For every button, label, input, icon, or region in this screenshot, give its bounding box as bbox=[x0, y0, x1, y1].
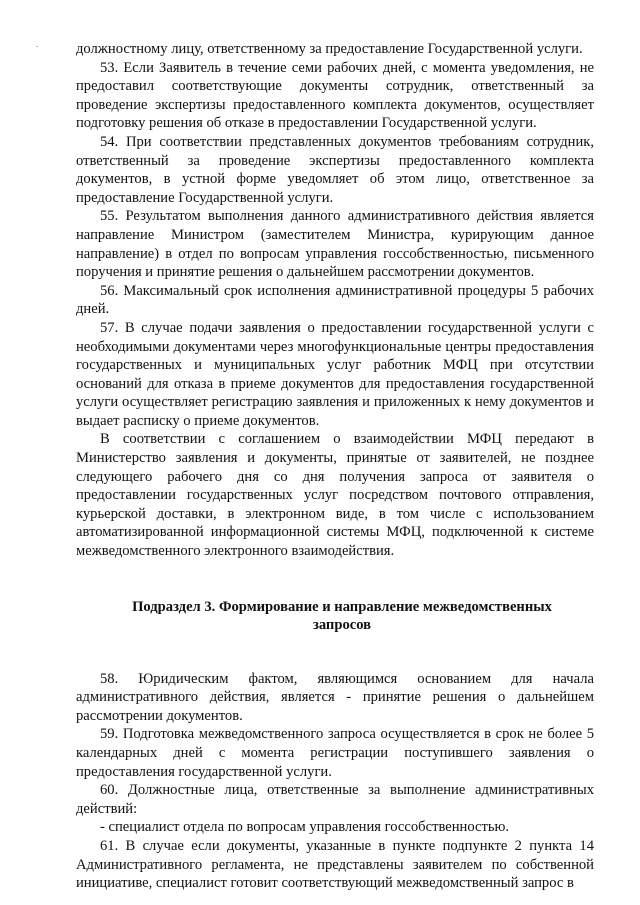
section-heading bbox=[76, 598, 594, 634]
paragraph-specialist: - специалист отдела по вопросам управления госсобственностью. bbox=[100, 819, 510, 836]
section-heading-line-1: Подраздел 3. Формирование и направление межведомственных bbox=[132, 598, 552, 615]
paragraph-60: 60. Должностные лица, ответственные за выполнение административных действий: bbox=[76, 782, 594, 817]
paragraph-mfc-agreement: В соответствии с соглашением о взаимодействии МФЦ передают в Министерство заявления и документы, принятые от заявителей, не позднее следующего рабочего дня со дня получения запроса от заявителя о предоставлении государственных услуг посредством почтового отправления, курьерской доставки, в электронном виде, в том числе с использованием автоматизированной информационной системы МФЦ, подключенной к системе межведомственного электронного взаимодействия. bbox=[76, 431, 594, 560]
paragraph-59: 59. Подготовка межведомственного запроса осуществляется в срок не более 5 календарных дней с момента регистрации поступившего заявления о предоставления государственной услуги. bbox=[76, 726, 594, 780]
paragraph-56: 56. Максимальный срок исполнения административной процедуры 5 рабочих дней. bbox=[76, 282, 594, 318]
paragraph-53: 53. Если Заявитель в течение семи рабочих дней, с момента уведомления, не предоставил соответствующие документы сотрудник, ответственный за проведение экспертизы предоставленного комплекта документов, осуществляет подготовку решения об отказе в предоставлении Государственной услуги. bbox=[76, 59, 594, 132]
section-heading-line-2: запросов bbox=[312, 616, 372, 633]
paragraph-61: 61. В случае если документы, указанные в пункте подпункте 2 пункта 14 Административного регламента, не представлены заявителем по собственной инициативе, специалист готовит соответствующий межведомственный запрос в bbox=[76, 837, 594, 892]
scan-speck bbox=[36, 46, 38, 47]
paragraph-55: 55. Результатом выполнения данного административного действия является направление Министром (заместителем Министра, курирующим данное направление) в отдел по вопросам управления госсобственностью, письменного поручения и принятие решения о дальнейшем рассмотрении документов. bbox=[76, 208, 594, 281]
paragraph-57: 57. В случае подачи заявления о предоставлении государственной услуги с необходимыми документами через многофункциональные центры предоставления государственных и муниципальных услуг работник МФЦ при отсутствии оснований для отказа в приеме документов для предоставления государственной услуги осуществляет регистрацию заявления и приложенных к нему документов и выдает расписку о приеме документов. bbox=[76, 319, 594, 429]
paragraph-54: 54. При соответствии представленных документов требованиям сотрудник, ответственный за проведение экспертизы предоставленного комплекта документов, в устной форме уведомляет об этом лицо, ответственное за предоставление Государственной услуги. bbox=[76, 133, 594, 206]
document-body bbox=[76, 40, 594, 893]
paragraph-continuation: должностному лицу, ответственному за предоставление Государственной услуги. bbox=[76, 41, 583, 57]
paragraph-58: 58. Юридическим фактом, являющимся основанием для начала административного действия, является - принятие решения о дальнейшем рассмотрении документов. bbox=[76, 670, 594, 724]
